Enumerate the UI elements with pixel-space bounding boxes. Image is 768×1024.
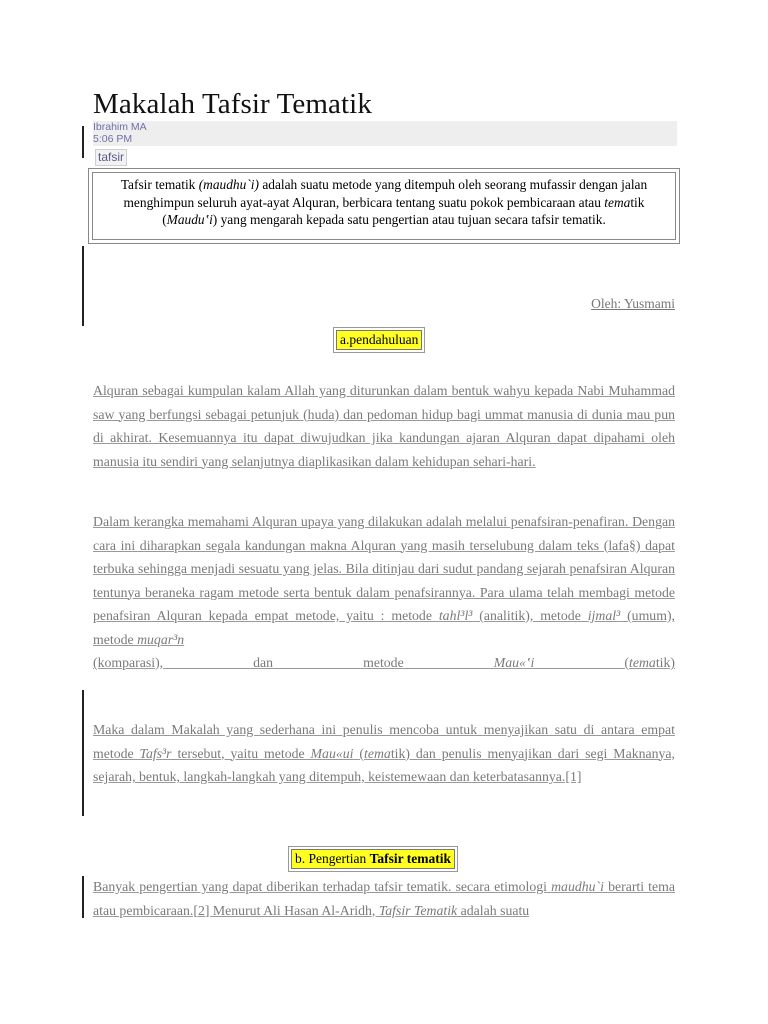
paragraph-intro-2: Dalam kerangka memahami Alquran upaya yang dilakukan adalah melalui penafsiran-penafiran. Dengan cara ini diharapkan segala kandungan makna Alquran yang masih terselubung dalam teks (lafa§) dapat terbuka sehingga menjadi sesuatu yang jelas. Bila ditinjau dari sudut pandang sejarah penafsiran Alquran tentunya beraneka ragam metode serta bentuk dalam penafsirannya. Para ulama telah membagi metode penafsiran Alquran kepada empat metode, yaitu : metode tahl³l³ (analitik), metode ijmal³ (umum), metode muqar³n (komparasi), dan metode Mau«‛i (tematik) [93,514,675,670]
abstract-text: Tafsir tematik (maudhu`i) adalah suatu metode yang ditempuh oleh seorang mufassir dengan jalan menghimpun seluruh ayat-ayat Alquran, berbicara tentang suatu pokok pembicaraan atau tematik (Maudu‛i) yang mengarah kepada satu pengertian atau tujuan secara tafsir tematik. [92,172,676,240]
margin-rule-bottom [82,876,84,918]
byline: Oleh: Yusmami [591,296,675,311]
section-heading-b-label: b. Pengertian Tafsir tematik [291,849,455,869]
section-heading-a-label: a.pendahuluan [336,330,422,350]
margin-rule-middle [82,246,84,326]
paragraph-intro-1: Alquran sebagai kumpulan kalam Allah yang diturunkan dalam bentuk wahyu kepada Nabi Muhammad saw yang berfungsi sebagai petunjuk (huda) dan pedoman hidup bagi ummat manusia di dunia mau pun di akhirat. Kesemuannya itu dapat diwujudkan jika kandungan ajaran Alquran dapat dipahami oleh manusia itu sendiri yang selanjutnya diaplikasikan dalam kehidupan sehari-hari. [93,383,675,469]
post-title: Makalah Tafsir Tematik [93,88,372,120]
author-link[interactable]: Ibrahim MA [93,121,147,133]
margin-rule-lower [82,690,84,816]
tag-label[interactable]: tafsir [95,149,127,166]
paragraph-definition: Banyak pengertian yang dapat diberikan terhadap tafsir tematik. secara etimologi maudhu`i berarti tema atau pembicaraan.[2] Menurut Ali Hasan Al-Aridh, Tafsir Tematik adalah suatu [93,879,675,918]
post-meta [93,121,677,146]
abstract-box [88,168,680,244]
margin-rule-top [82,126,84,158]
section-heading-a [333,327,425,353]
paragraph-intro-3: Maka dalam Makalah yang sederhana ini penulis mencoba untuk menyajikan satu di antara empat metode Tafs³r tersebut, yaitu metode Mau«ui (tematik) dan penulis menyajikan dari segi Maknanya, sejarah, bentuk, langkah-langkah yang ditempuh, keistemewaan dan keterbatasannya.[1] [93,722,675,784]
post-time-link[interactable]: 5:06 PM [93,133,133,145]
section-heading-b [288,846,458,872]
